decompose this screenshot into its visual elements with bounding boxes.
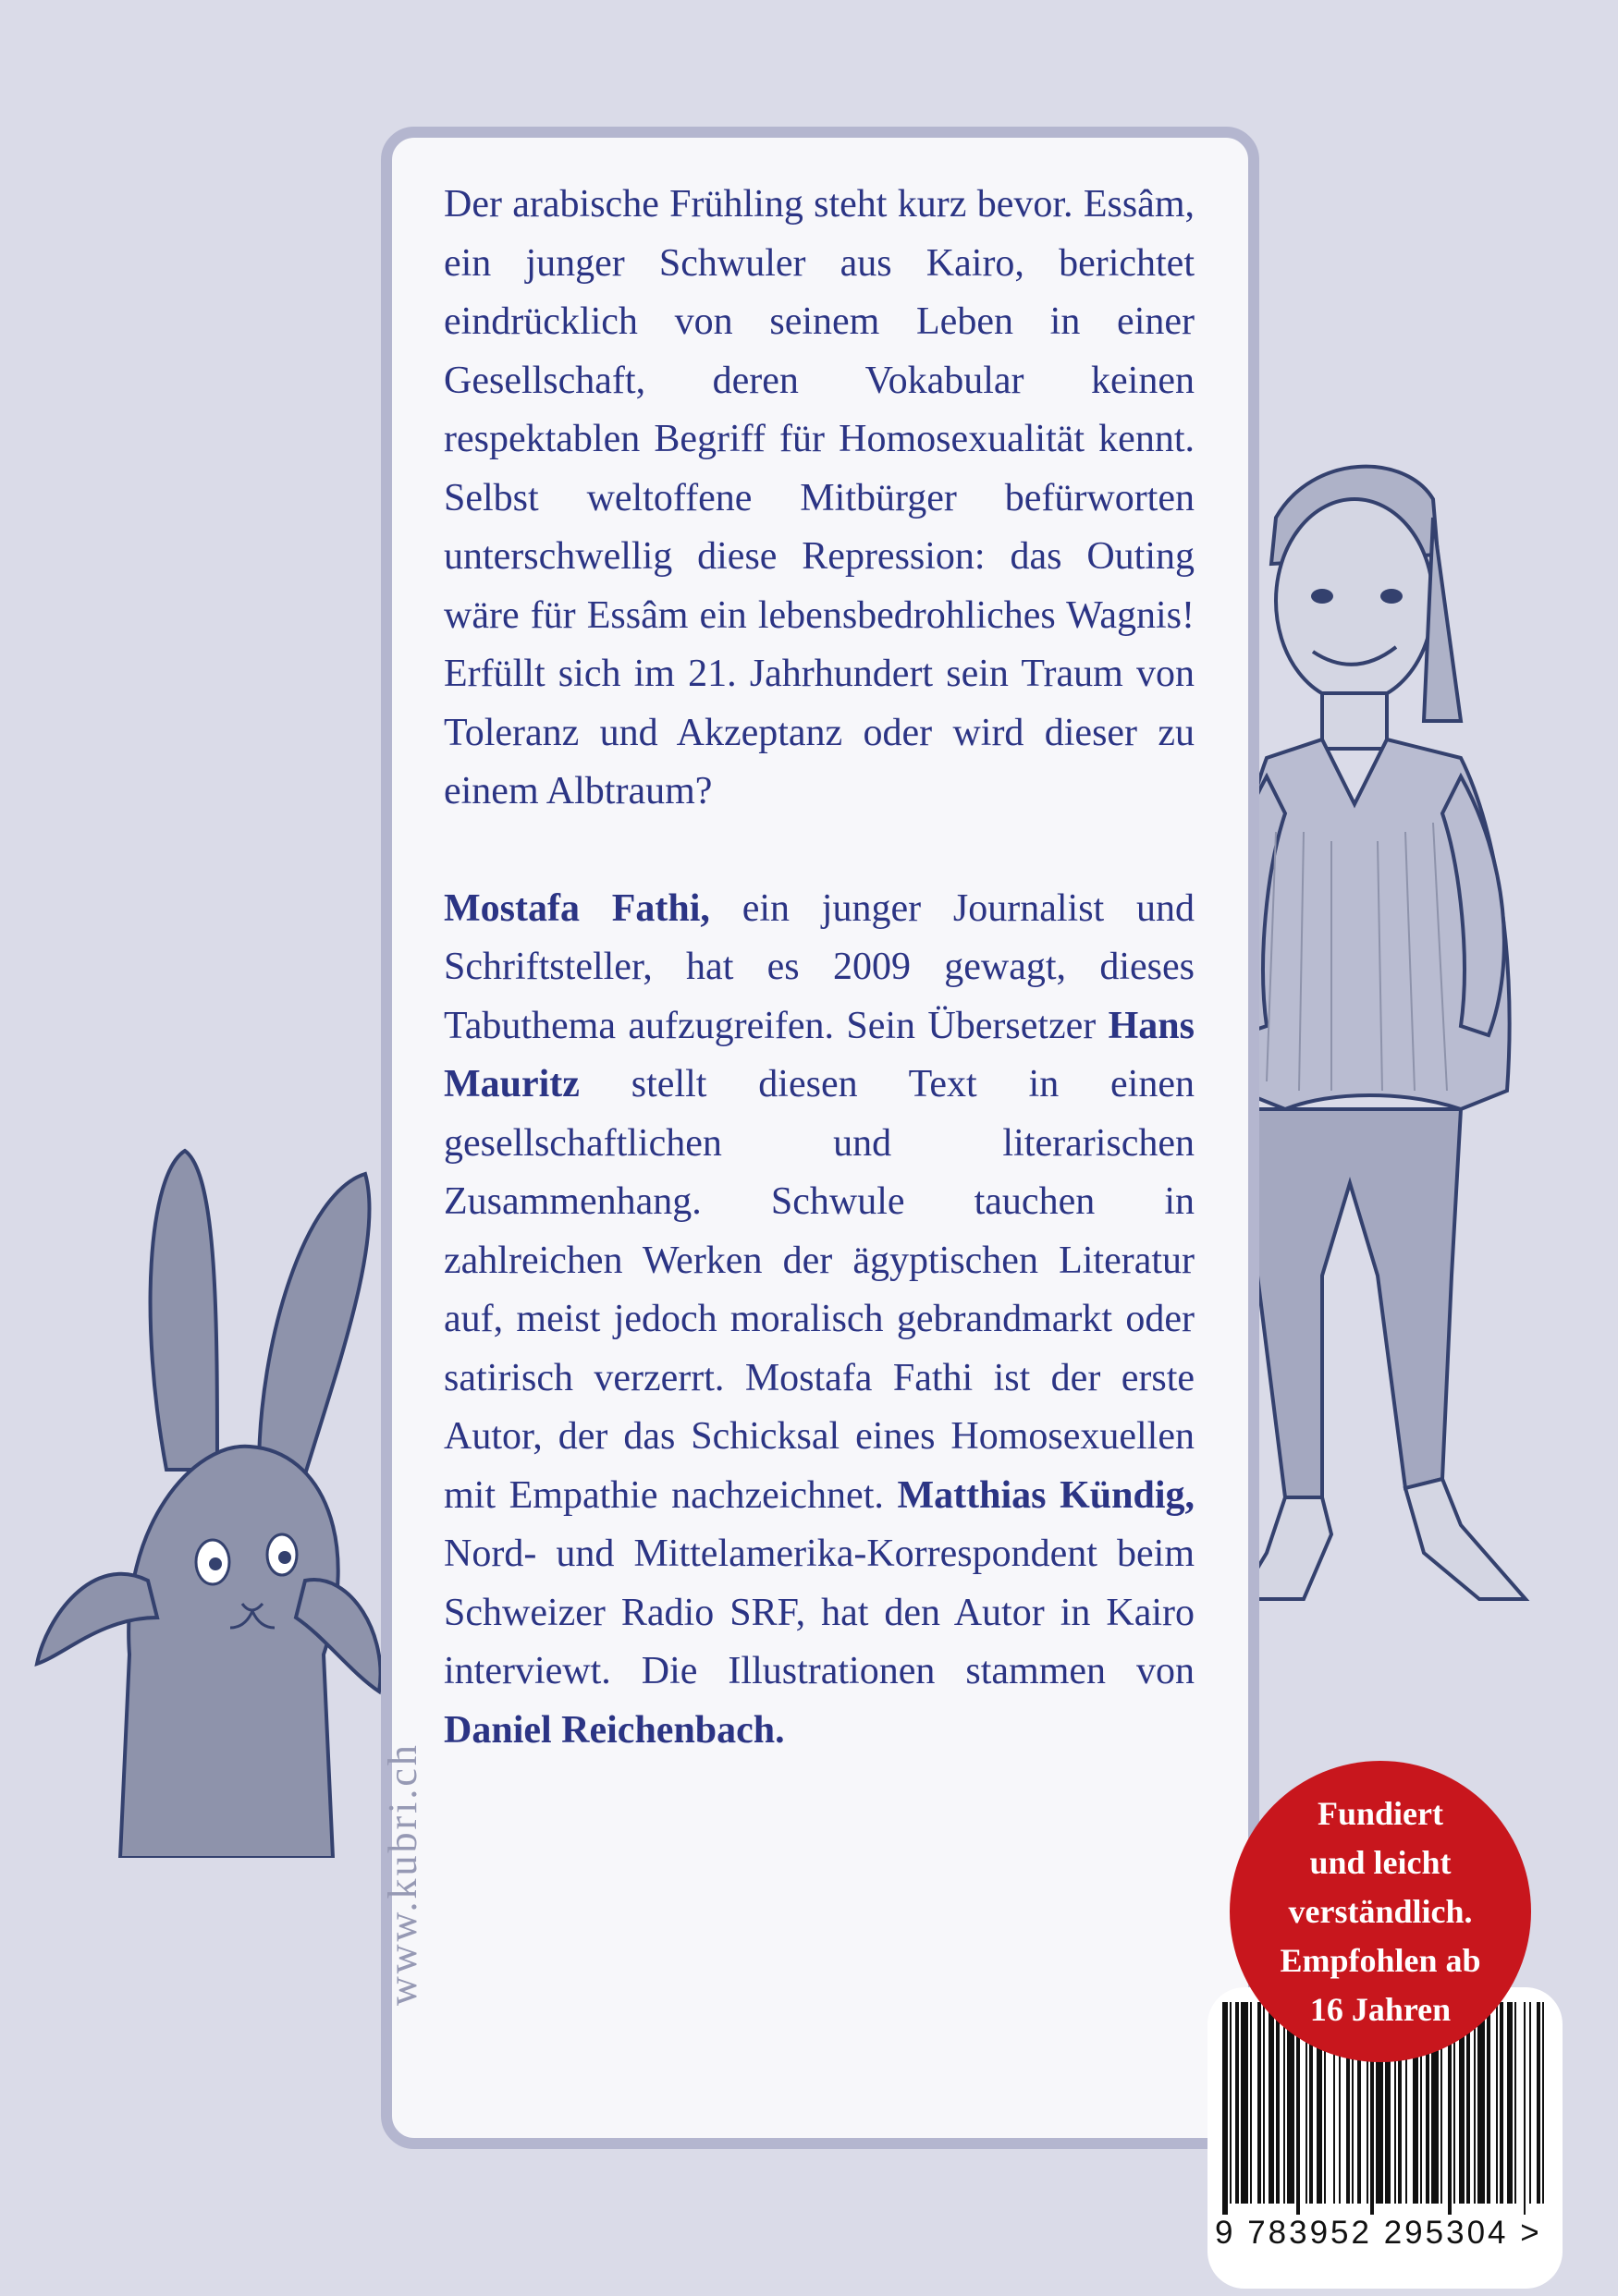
blurb-paragraph-1: Der arabische Frühling steht kurz bevor. Essâm, ein junger Schwuler aus Kairo, berichtet eindrücklich von seinem Leben in einer Gesellschaft, deren Vokabular keinen respektablen Begriff für Homosexualität kennt. Selbst weltoffene Mitbürger befürworten unterschwellig diese Repression: das Outing wäre für Essâm ein lebensbedrohliches Wagnis! Erfüllt sich im 21. Jahrhundert sein Traum von Toleranz und Akzeptanz oder wird dieser zu einem Albtraum? <box>444 183 1195 812</box>
barcode-bar <box>1537 2002 1540 2204</box>
barcode-bar <box>1222 2002 1228 2215</box>
rabbit-illustration <box>28 1137 416 1858</box>
badge-line-4: Empfohlen ab <box>1280 1941 1481 1979</box>
barcode-bar <box>1235 2002 1239 2204</box>
isbn-digits: 9 783952 295304 <box>1215 2215 1509 2251</box>
paragraph-2-text-3: Nord- und Mittelamerika-Korrespondent beim Schweizer Radio SRF, hat den Autor in Kairo interviewt. Die Illustrationen stammen von <box>444 1533 1195 1692</box>
illustrator-name: Daniel Reichenbach. <box>444 1708 785 1752</box>
blurb-paragraph-2 <box>444 880 1195 1761</box>
translator-name: Hans Mauritz <box>444 1004 1195 1105</box>
publisher-website[interactable]: www.kubri.ch <box>380 1742 425 2006</box>
paragraph-2-text-1: ein junger Journalist und Schriftsteller, hat es 2009 gewagt, dieses Tabuthema aufzugreifen. Sein Übersetzer <box>444 886 1195 1047</box>
barcode-bar <box>1524 2002 1526 2215</box>
isbn-arrow: > <box>1520 2215 1542 2251</box>
interviewer-name: Matthias Kündig, <box>897 1473 1195 1517</box>
blurb-text <box>444 176 1195 1760</box>
barcode-bar <box>1542 2002 1544 2204</box>
badge-line-2: und leicht <box>1309 1843 1452 1881</box>
badge-line-1: Fundiert <box>1317 1794 1443 1832</box>
isbn-number <box>1215 2215 1557 2252</box>
recommendation-badge <box>1230 1761 1531 2062</box>
barcode-bar <box>1230 2002 1232 2204</box>
author-name: Mostafa Fathi, <box>444 886 710 930</box>
barcode-bar <box>1529 2002 1531 2204</box>
badge-line-3: verständlich. <box>1288 1892 1473 1930</box>
paragraph-2-text-2: stellt diesen Text in einen gesellschaftlichen und literarischen Zusammenhang. Schwule tauchen in zahlreichen Werken der ägyptischen Literatur auf, meist jedoch moralisch gebrandmarkt oder satirisch verzerrt. Mostafa Fathi ist der erste Autor, der das Schicksal eines Homosexuellen mit Empathie nachzeichnet. <box>444 1063 1195 1517</box>
badge-line-5: 16 Jahren <box>1309 1990 1452 2028</box>
